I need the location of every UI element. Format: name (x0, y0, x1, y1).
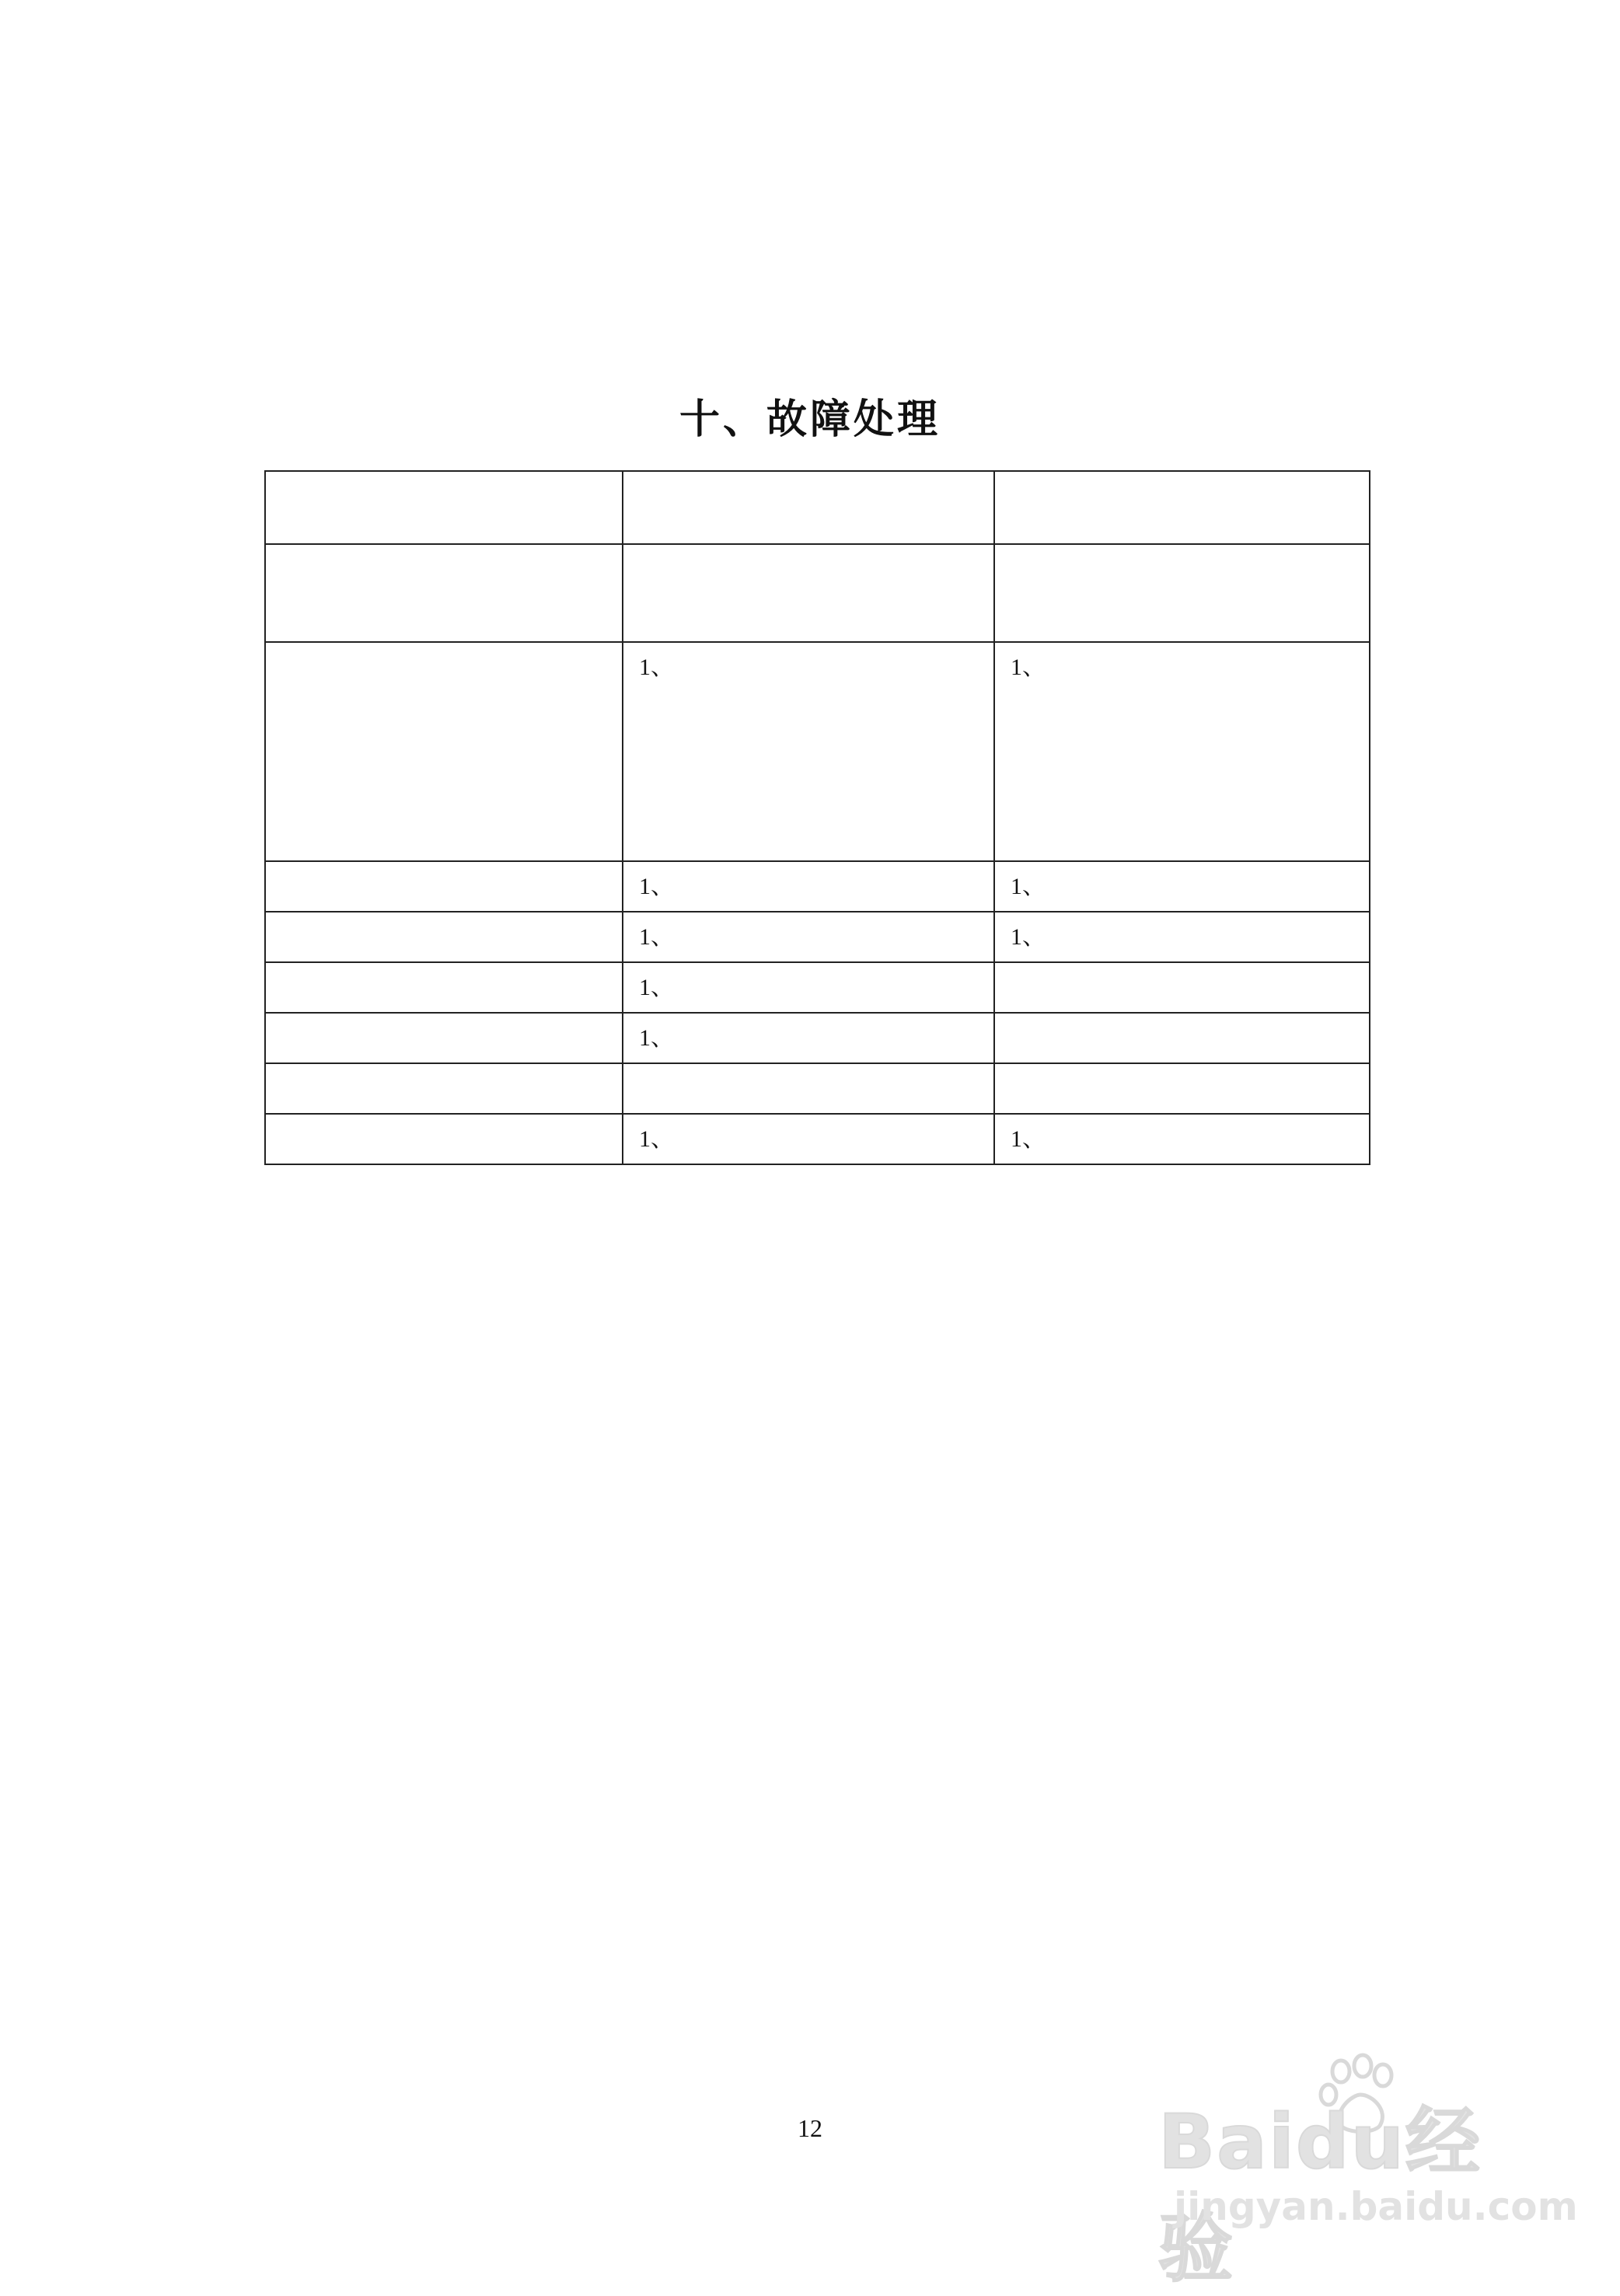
table-cell: 1、 (623, 962, 994, 1013)
table-cell: 1、 (623, 642, 994, 861)
fault-handling-table (264, 470, 1370, 1165)
table-row (265, 471, 1370, 544)
table-cell (623, 544, 994, 642)
table-cell: 1、 (623, 912, 994, 962)
table-cell (994, 962, 1370, 1013)
table-cell (265, 1013, 623, 1063)
table-row (265, 861, 1370, 912)
baidu-jingyan-watermark (1158, 2052, 1578, 2292)
table-cell (265, 912, 623, 962)
table-cell (265, 1063, 623, 1114)
table-cell (265, 861, 623, 912)
table-cell (265, 471, 623, 544)
table-cell: 1、 (994, 1114, 1370, 1164)
table-cell: 1、 (623, 861, 994, 912)
table-row (265, 1013, 1370, 1063)
table-cell (265, 642, 623, 861)
table-cell (265, 962, 623, 1013)
table-cell (994, 1063, 1370, 1114)
page-number: 12 (798, 2114, 822, 2142)
table-row (265, 544, 1370, 642)
watermark-logo-text: Baidu经验 (1158, 2099, 1482, 2292)
table-cell (994, 544, 1370, 642)
page-title: 十、故障处理 (679, 396, 941, 443)
table-row (265, 1114, 1370, 1164)
table-cell (994, 1013, 1370, 1063)
table-cell (994, 471, 1370, 544)
table-cell (623, 1063, 994, 1114)
table-cell: 1、 (994, 861, 1370, 912)
table-row (265, 1063, 1370, 1114)
table-cell: 1、 (994, 642, 1370, 861)
table-cell: 1、 (994, 912, 1370, 962)
table-row (265, 962, 1370, 1013)
watermark-url: jingyan.baidu.com (1174, 2184, 1578, 2229)
table-cell (623, 471, 994, 544)
table-cell: 1、 (623, 1013, 994, 1063)
table-row (265, 642, 1370, 861)
table-cell: 1、 (623, 1114, 994, 1164)
table-row (265, 912, 1370, 962)
table-cell (265, 544, 623, 642)
table-cell (265, 1114, 623, 1164)
